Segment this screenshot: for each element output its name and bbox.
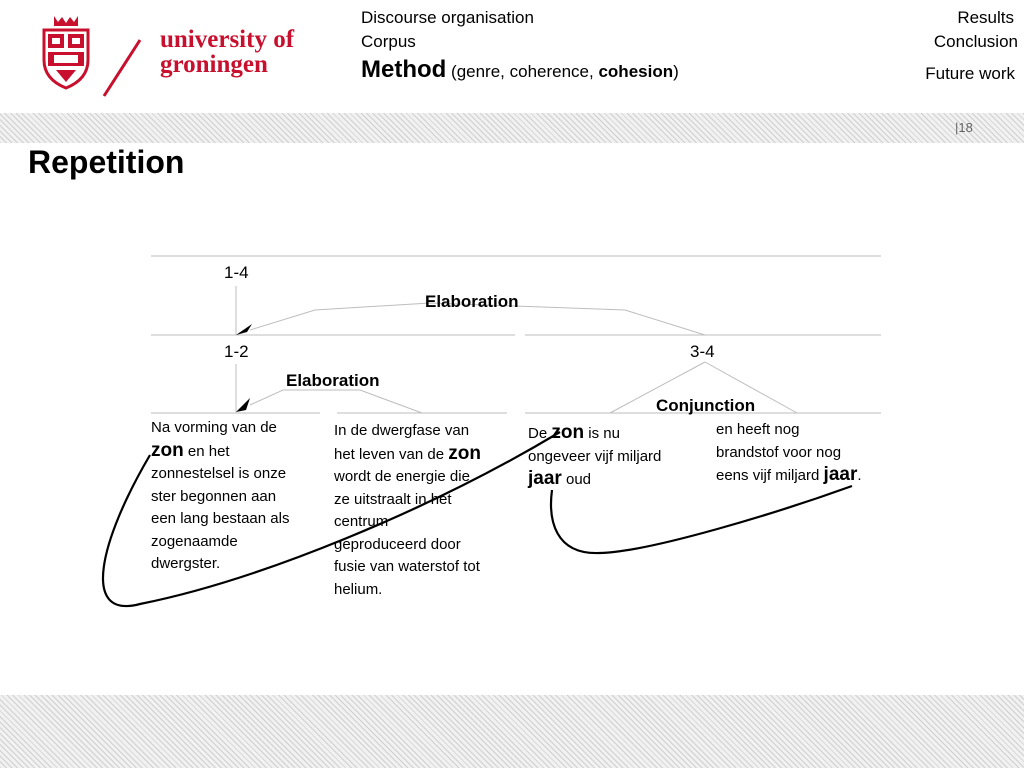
segment-1-line2 — [151, 440, 289, 464]
relation-elaboration-top: Elaboration — [425, 292, 519, 311]
relation-elaboration-left: Elaboration — [286, 371, 380, 390]
segment-2-line5: centrum — [334, 513, 389, 530]
segment-3 — [528, 422, 661, 492]
segment-1-line7: dwergster. — [151, 555, 221, 572]
arrowhead-top-icon — [236, 324, 252, 335]
nav-discourse-organisation[interactable]: Discourse organisation — [361, 8, 534, 27]
word-zon: zon — [151, 439, 184, 461]
segment-3-line1-pre: De — [528, 425, 552, 442]
word-jaar: jaar — [823, 464, 858, 485]
segment-3-line3 — [528, 468, 661, 492]
nav-method-open: (genre, coherence, — [446, 62, 599, 81]
logo-text-line2: groningen — [160, 51, 268, 78]
segment-1-line6: zogenaamde — [151, 532, 238, 550]
segment-2-line3: wordt de energie die — [334, 468, 470, 485]
segment-3-line2: ongeveer vijf miljard — [528, 447, 662, 465]
segment-2-line6: geproduceerd door — [334, 535, 461, 553]
node-3-4: 3-4 — [690, 342, 715, 361]
segment-4-line3 — [716, 464, 862, 488]
relation-conjunction: Conjunction — [656, 396, 756, 415]
segment-3-line3-rest: oud — [561, 471, 592, 488]
node-1-2: 1-2 — [224, 342, 249, 361]
segment-1-line1: Na vorming van de — [151, 419, 277, 436]
segment-1 — [151, 417, 289, 576]
page-number: |18 — [955, 120, 973, 135]
logo-text-line1: university of — [160, 26, 295, 53]
page-title: Repetition — [28, 144, 185, 180]
nav-method-cohesion: cohesion — [598, 62, 674, 81]
segment-2 — [334, 420, 481, 601]
segment-2-line7: fusie van waterstof tot — [334, 558, 480, 575]
segment-2-line8: helium. — [334, 580, 383, 598]
segment-4 — [716, 419, 862, 488]
segment-3-line1 — [528, 422, 661, 446]
segment-1-line3: zonnestelsel is onze — [151, 465, 287, 482]
word-zon: zon — [551, 422, 585, 443]
arrowhead-left-icon — [236, 398, 250, 412]
segment-4-line3-rest: . — [857, 467, 862, 484]
segment-2-line4: ze uitstraalt in het — [334, 490, 452, 508]
segment-2-line2-pre: het leven van de — [334, 445, 449, 463]
nav-future-work[interactable]: Future work — [925, 64, 1015, 83]
segment-2-line2 — [334, 443, 481, 467]
node-1-4: 1-4 — [224, 263, 249, 282]
nav-method-main: Method — [361, 56, 447, 83]
segment-4-line2: brandstof voor nog — [716, 443, 842, 461]
segment-1-line2-rest: en het — [183, 442, 230, 460]
nav-conclusion[interactable]: Conclusion — [933, 32, 1018, 51]
segment-4-line3-pre: eens vijf miljard — [716, 467, 824, 484]
repetition-link-jaar — [551, 486, 852, 553]
segment-1-line4: ster begonnen aan — [151, 487, 277, 505]
nav-corpus[interactable]: Corpus — [361, 32, 416, 51]
segment-1-line5: een lang bestaan als — [151, 510, 290, 527]
segment-2-line1: In de dwergfase van — [334, 422, 470, 439]
bottom-hatched-band — [0, 695, 1024, 768]
nav-results[interactable]: Results — [957, 8, 1014, 27]
segment-4-line1: en heeft nog — [716, 421, 800, 438]
segment-3-line1-rest: is nu — [584, 425, 620, 442]
word-zon: zon — [448, 442, 481, 464]
word-jaar: jaar — [528, 468, 562, 489]
nav-method-close: ) — [673, 62, 679, 81]
